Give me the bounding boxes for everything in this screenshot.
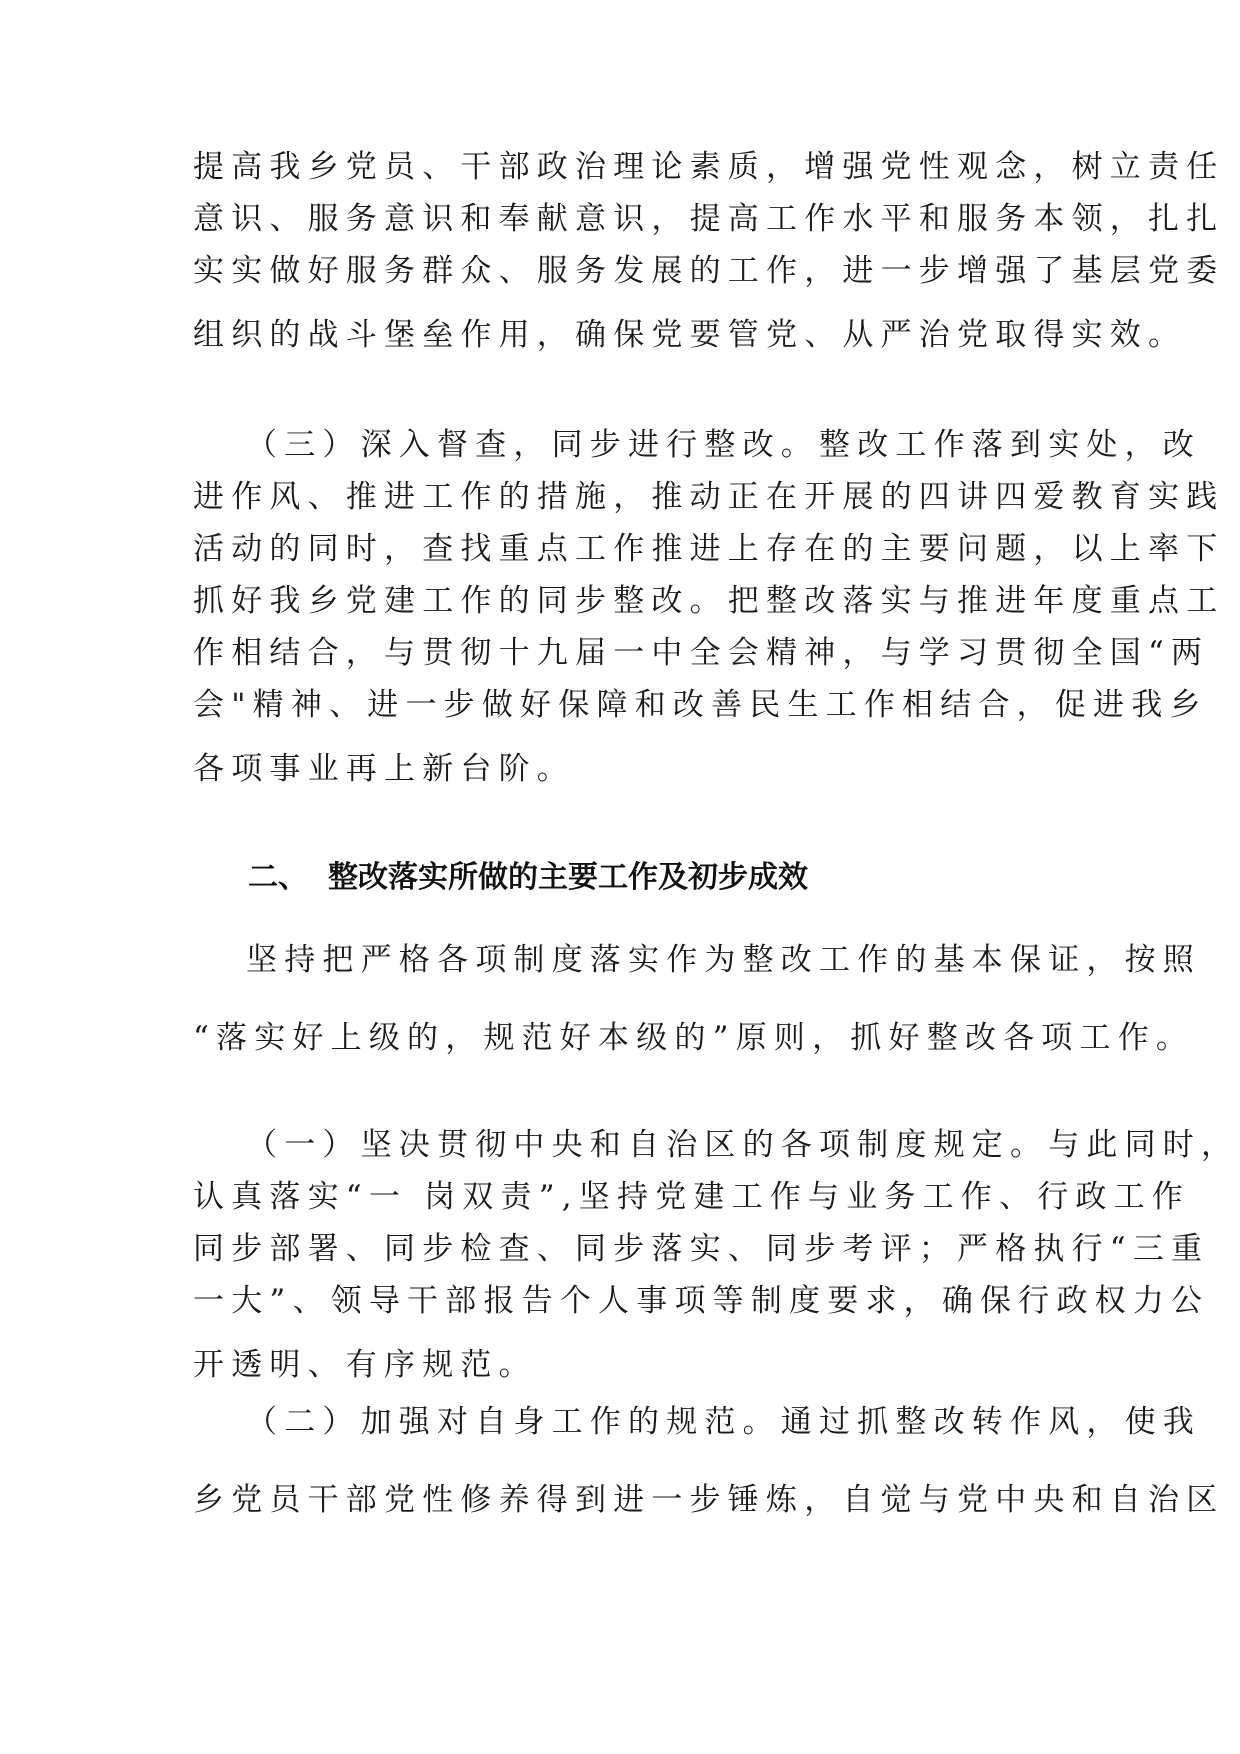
paragraph-line: 认真落实“一 岗双责”,坚持党建工作与业务工作、行政工作 [193, 1179, 1191, 1215]
paragraph-line: 组织的战斗堡垒作用，确保党要管党、从严治党取得实效。 [193, 317, 1187, 353]
paragraph-line: 开透明、有序规范。 [193, 1347, 537, 1383]
paragraph-line: （三）深入督查，同步进行整改。整改工作落到实处，改 [246, 427, 1201, 463]
paragraph-line: 会"精神、进一步做好保障和改善民生工作相结合，促进我乡 [193, 687, 1208, 723]
paragraph-line: 乡党员干部党性修养得到进一步锤炼，自觉与党中央和自治区 [193, 1482, 1225, 1518]
paragraph-line: 坚持把严格各项制度落实作为整改工作的基本保证，按照 [246, 942, 1201, 978]
section-title: 整改落实所做的主要工作及初步成效 [328, 860, 808, 895]
paragraph-line: 实实做好服务群众、服务发展的工作，进一步增强了基层党委 [193, 253, 1225, 289]
paragraph-line: 各项事业再上新台阶。 [193, 751, 575, 787]
paragraph-line: 抓好我乡党建工作的同步整改。把整改落实与推进年度重点工 [193, 583, 1225, 619]
paragraph-line: （一）坚决贯彻中央和自治区的各项制度规定。与此同时， [246, 1127, 1240, 1163]
paragraph-line: （二）加强对自身工作的规范。通过抓整改转作风，使我 [246, 1404, 1201, 1440]
paragraph-line: 同步部署、同步检查、同步落实、同步考评；严格执行“三重 [193, 1231, 1210, 1267]
paragraph-line: 活动的同时，查找重点工作推进上存在的主要问题，以上率下 [193, 531, 1225, 567]
paragraph-line: 进作风、推进工作的措施，推动正在开展的四讲四爱教育实践 [193, 479, 1225, 515]
paragraph-line: 一大”、领导干部报告个人事项等制度要求，确保行政权力公 [193, 1283, 1210, 1319]
paragraph-line: “落实好上级的，规范好本级的”原则，抓好整改各项工作。 [193, 1020, 1195, 1056]
section-number: 二、 [248, 860, 308, 895]
section-heading [248, 858, 808, 898]
paragraph-line: 提高我乡党员、干部政治理论素质，增强党性观念，树立责任 [193, 149, 1225, 185]
paragraph-line: 意识、服务意识和奉献意识，提高工作水平和服务本领，扎扎 [193, 201, 1225, 237]
paragraph-line: 作相结合，与贯彻十九届一中全会精神，与学习贯彻全国“两 [193, 635, 1210, 671]
